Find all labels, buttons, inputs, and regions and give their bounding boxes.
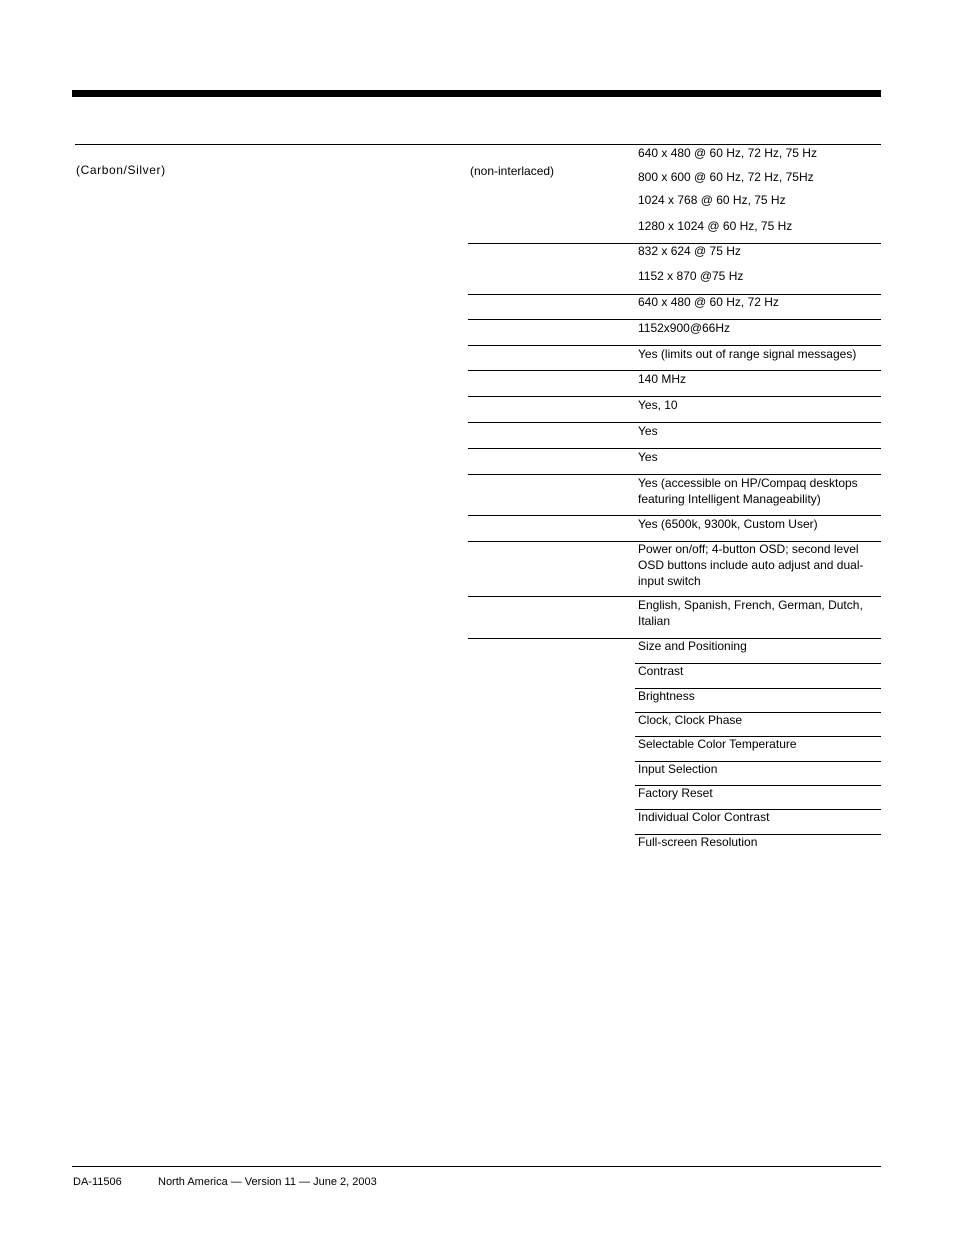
spec-value: 800 x 600 @ 60 Hz, 72 Hz, 75Hz bbox=[638, 170, 814, 184]
row-rule bbox=[468, 448, 881, 449]
spec-value: 1152x900@66Hz bbox=[638, 321, 731, 335]
spec-value: 1024 x 768 @ 60 Hz, 75 Hz bbox=[638, 193, 786, 207]
spec-value: Yes bbox=[638, 450, 658, 464]
spec-value: 140 MHz bbox=[638, 372, 687, 386]
footer-rule bbox=[72, 1166, 881, 1167]
osd-item: Individual Color Contrast bbox=[638, 810, 770, 824]
spec-value: 640 x 480 @ 60 Hz, 72 Hz, 75 Hz bbox=[638, 146, 817, 160]
footer-version: North America — Version 11 — June 2, 2003 bbox=[158, 1176, 377, 1188]
product-label: (Carbon/Silver) bbox=[76, 163, 166, 177]
spec-value: Yes (limits out of range signal messages) bbox=[638, 347, 857, 361]
header-rule bbox=[72, 90, 881, 97]
footer-doc-id: DA-11506 bbox=[73, 1176, 122, 1188]
osd-item: Size and Positioning bbox=[638, 639, 747, 653]
spec-value: Yes bbox=[638, 424, 658, 438]
spec-value: English, Spanish, French, German, Dutch, Italian bbox=[638, 598, 863, 628]
spec-value: Yes (6500k, 9300k, Custom User) bbox=[638, 517, 818, 531]
spec-value: 832 x 624 @ 75 Hz bbox=[638, 244, 741, 258]
row-rule bbox=[468, 422, 881, 423]
spec-value: Power on/off; 4-button OSD; second level OSD buttons include auto adjust and dual-input switch bbox=[638, 542, 864, 588]
spec-value: 1152 x 870 @75 Hz bbox=[638, 269, 744, 283]
osd-item: Input Selection bbox=[638, 762, 718, 776]
osd-item: Full-screen Resolution bbox=[638, 835, 758, 849]
osd-item: Brightness bbox=[638, 689, 695, 703]
osd-item: Selectable Color Temperature bbox=[638, 737, 797, 751]
osd-item: Clock, Clock Phase bbox=[638, 713, 743, 727]
spec-value: 640 x 480 @ 60 Hz, 72 Hz bbox=[638, 295, 779, 309]
section-label: (non-interlaced) bbox=[470, 164, 555, 178]
osd-item: Factory Reset bbox=[638, 786, 713, 800]
spec-value: Yes, 10 bbox=[638, 398, 678, 412]
spec-value: Yes (accessible on HP/Compaq desktops featuring Intelligent Manageability) bbox=[638, 476, 858, 506]
osd-item: Contrast bbox=[638, 664, 684, 678]
spec-value: 1280 x 1024 @ 60 Hz, 75 Hz bbox=[638, 219, 793, 233]
